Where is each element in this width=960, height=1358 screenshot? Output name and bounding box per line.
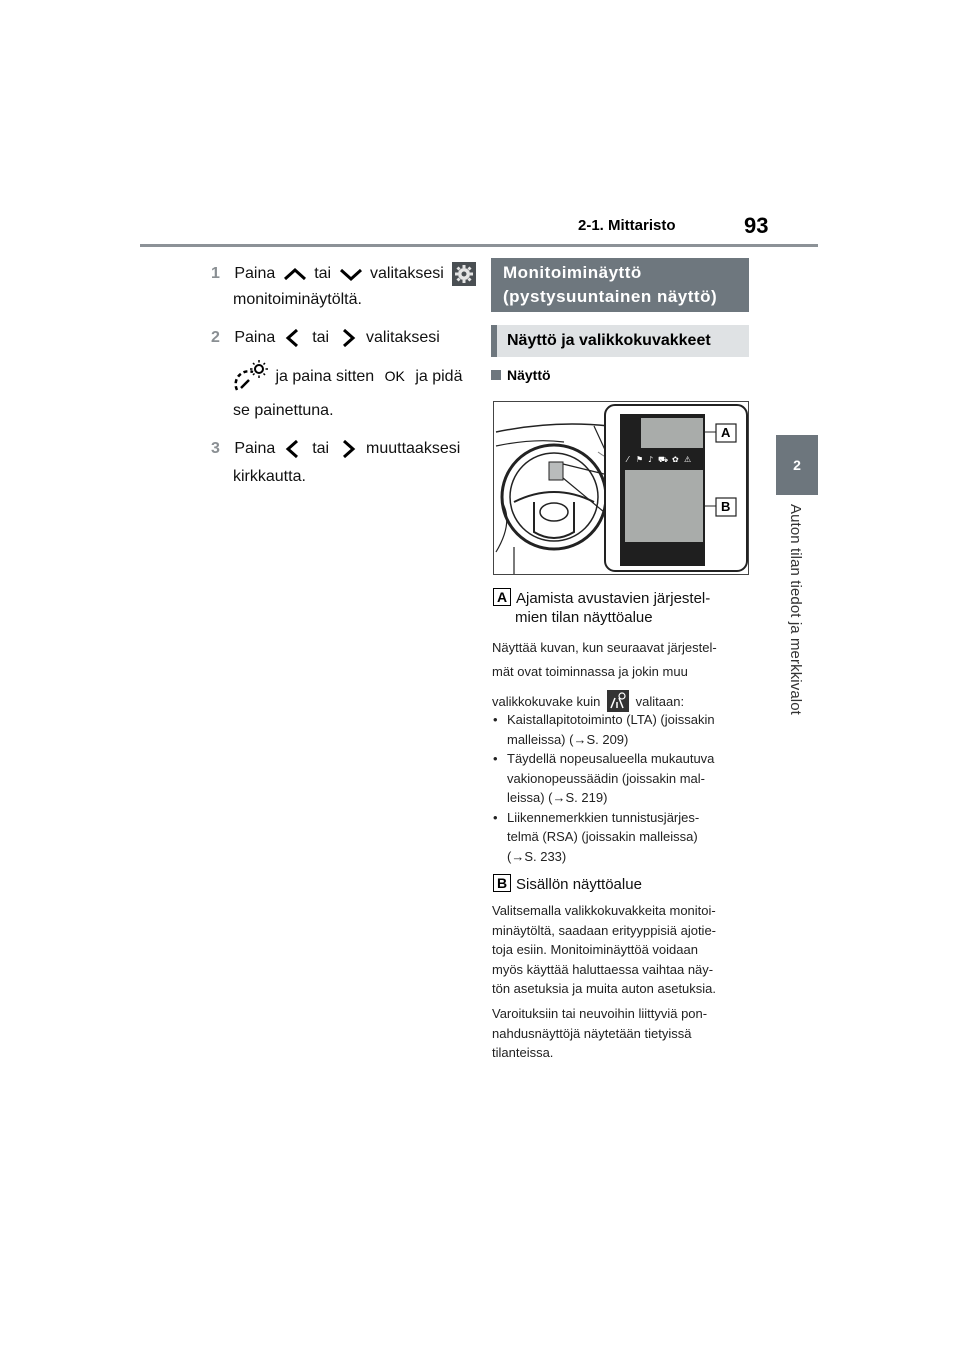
step-text: tai: [314, 265, 332, 283]
list-item-line: • Täydellä nopeusalueella mukautuva: [507, 751, 715, 766]
list-item-line: vakionopeussäädin (joissakin mal-: [507, 770, 705, 786]
paragraph-line: tön asetuksia ja muita auton asetuksia.: [492, 981, 717, 996]
list-item-line: (→S. 233): [507, 848, 567, 864]
step-1: [211, 262, 476, 286]
paragraph-line: Näyttää kuvan, kun seuraavat järjestel-: [492, 640, 717, 655]
chevron-left-icon: [280, 327, 308, 349]
list-item: [493, 808, 753, 867]
sub-heading: Näyttö ja valikkokuvakkeet: [491, 325, 749, 357]
paragraph-text: valitaan:: [635, 694, 685, 709]
section-b-paragraph-1: [492, 901, 754, 999]
section-b-title: [493, 874, 642, 894]
step-text: kirkkautta.: [233, 468, 306, 485]
label-b-badge: B: [493, 874, 511, 892]
paragraph-line: mät ovat toiminnassa ja jokin muu: [492, 664, 688, 679]
square-bullet-icon: [491, 370, 501, 380]
section-title: 2-1. Mittaristo: [578, 217, 676, 234]
svg-text:♪: ♪: [648, 455, 654, 464]
list-item-line: • Kaistallapitotoiminto (LTA) (joissakin: [507, 712, 715, 727]
square-heading-text: Näyttö: [507, 367, 551, 383]
meter-brightness-icon: [233, 360, 269, 394]
paragraph-line: minäytöltä, saadaan erityyppisiä ajotie-: [492, 922, 717, 938]
section-a-title-line: mien tilan näyttöalue: [515, 609, 653, 626]
paragraph-line: nahdusnäyttöjä näytetään tietyissä: [492, 1025, 692, 1041]
main-heading-line: (pystysuuntainen näyttö): [503, 287, 718, 306]
label-a-badge: A: [493, 588, 511, 606]
list-item: [493, 710, 753, 749]
step-2: [211, 327, 440, 349]
svg-text:⁄: ⁄: [627, 455, 629, 464]
step-text: muuttaaksesi: [366, 440, 461, 458]
driving-assist-icon: [607, 690, 629, 712]
svg-text:⚑: ⚑: [636, 455, 644, 464]
display-figure: [493, 401, 749, 575]
step-text: valitaksesi: [366, 329, 440, 347]
section-a-paragraph: [492, 638, 752, 712]
step-text: ja pidä: [415, 368, 463, 386]
section-a-title: [493, 588, 710, 608]
step-text: Paina: [234, 329, 276, 347]
list-item-line: leissa) (→S. 219): [507, 790, 608, 805]
step-number: 3: [211, 440, 220, 458]
ok-button-icon: OK: [384, 368, 405, 385]
step-text: ja paina sitten: [275, 368, 375, 386]
step-text: valitaksesi: [370, 265, 444, 283]
system-list: [493, 710, 753, 866]
svg-text:✿: ✿: [672, 455, 679, 464]
section-b-title-text: Sisällön näyttöalue: [516, 876, 642, 893]
square-heading: [491, 367, 551, 383]
header-divider: [140, 244, 818, 247]
chevron-right-icon: [334, 438, 362, 460]
paragraph-line: [492, 690, 752, 712]
paragraph-line: Valitsemalla valikkokuvakkeita monitoi-: [492, 903, 716, 918]
list-item-line: malleissa) (→S. 209): [507, 731, 629, 747]
chapter-number: 2: [793, 457, 801, 473]
list-item-line: • Liikennemerkkien tunnistusjärjes-: [507, 809, 700, 825]
step-text: Paina: [234, 440, 276, 458]
list-item-line: telmä (RSA) (joissakin malleissa): [507, 829, 698, 844]
area-b-box: [625, 470, 703, 542]
paragraph-line: Varoituksiin tai neuvoihin liittyviä pon-: [492, 1006, 708, 1021]
step-3: [211, 438, 460, 460]
step-text: monitoiminäytöltä.: [233, 291, 362, 308]
svg-text:⚠: ⚠: [684, 455, 692, 464]
chapter-tab[interactable]: [776, 435, 818, 495]
cockpit-illustration: [494, 402, 748, 574]
chevron-left-icon: [280, 438, 308, 460]
paragraph-line: myös käyttää haluttaessa vaihtaa näy-: [492, 961, 714, 977]
step-text: tai: [312, 329, 330, 347]
main-heading-line: Monitoiminäyttö: [503, 263, 642, 282]
figure-label-b: B: [721, 499, 731, 514]
list-item: [493, 749, 753, 808]
page-number: 93: [744, 213, 769, 238]
paragraph-text: valikkokuvake kuin: [492, 694, 601, 709]
step-2-line2: [233, 360, 462, 394]
step-number: 1: [211, 265, 220, 283]
section-b-paragraph-2: [492, 1004, 754, 1063]
step-text: se painettuna.: [233, 402, 334, 419]
area-a-box: [641, 418, 703, 448]
step-text: tai: [312, 440, 330, 458]
section-a-title-line: Ajamista avustavien järjestel-: [516, 590, 711, 607]
gear-icon: [452, 262, 476, 286]
main-heading: [491, 258, 749, 312]
svg-text:⛟: ⛟: [658, 455, 669, 464]
chevron-up-icon: [280, 265, 310, 283]
chevron-down-icon: [336, 265, 366, 283]
step-number: 2: [211, 329, 220, 347]
figure-label-a: A: [721, 425, 731, 440]
step-text: Paina: [234, 265, 276, 283]
paragraph-line: tilanteissa.: [492, 1045, 554, 1060]
paragraph-line: toja esiin. Monitoiminäyttöä voidaan: [492, 942, 698, 957]
chapter-title: Auton tilan tiedot ja merkkivalot: [787, 504, 804, 715]
chevron-right-icon: [334, 327, 362, 349]
